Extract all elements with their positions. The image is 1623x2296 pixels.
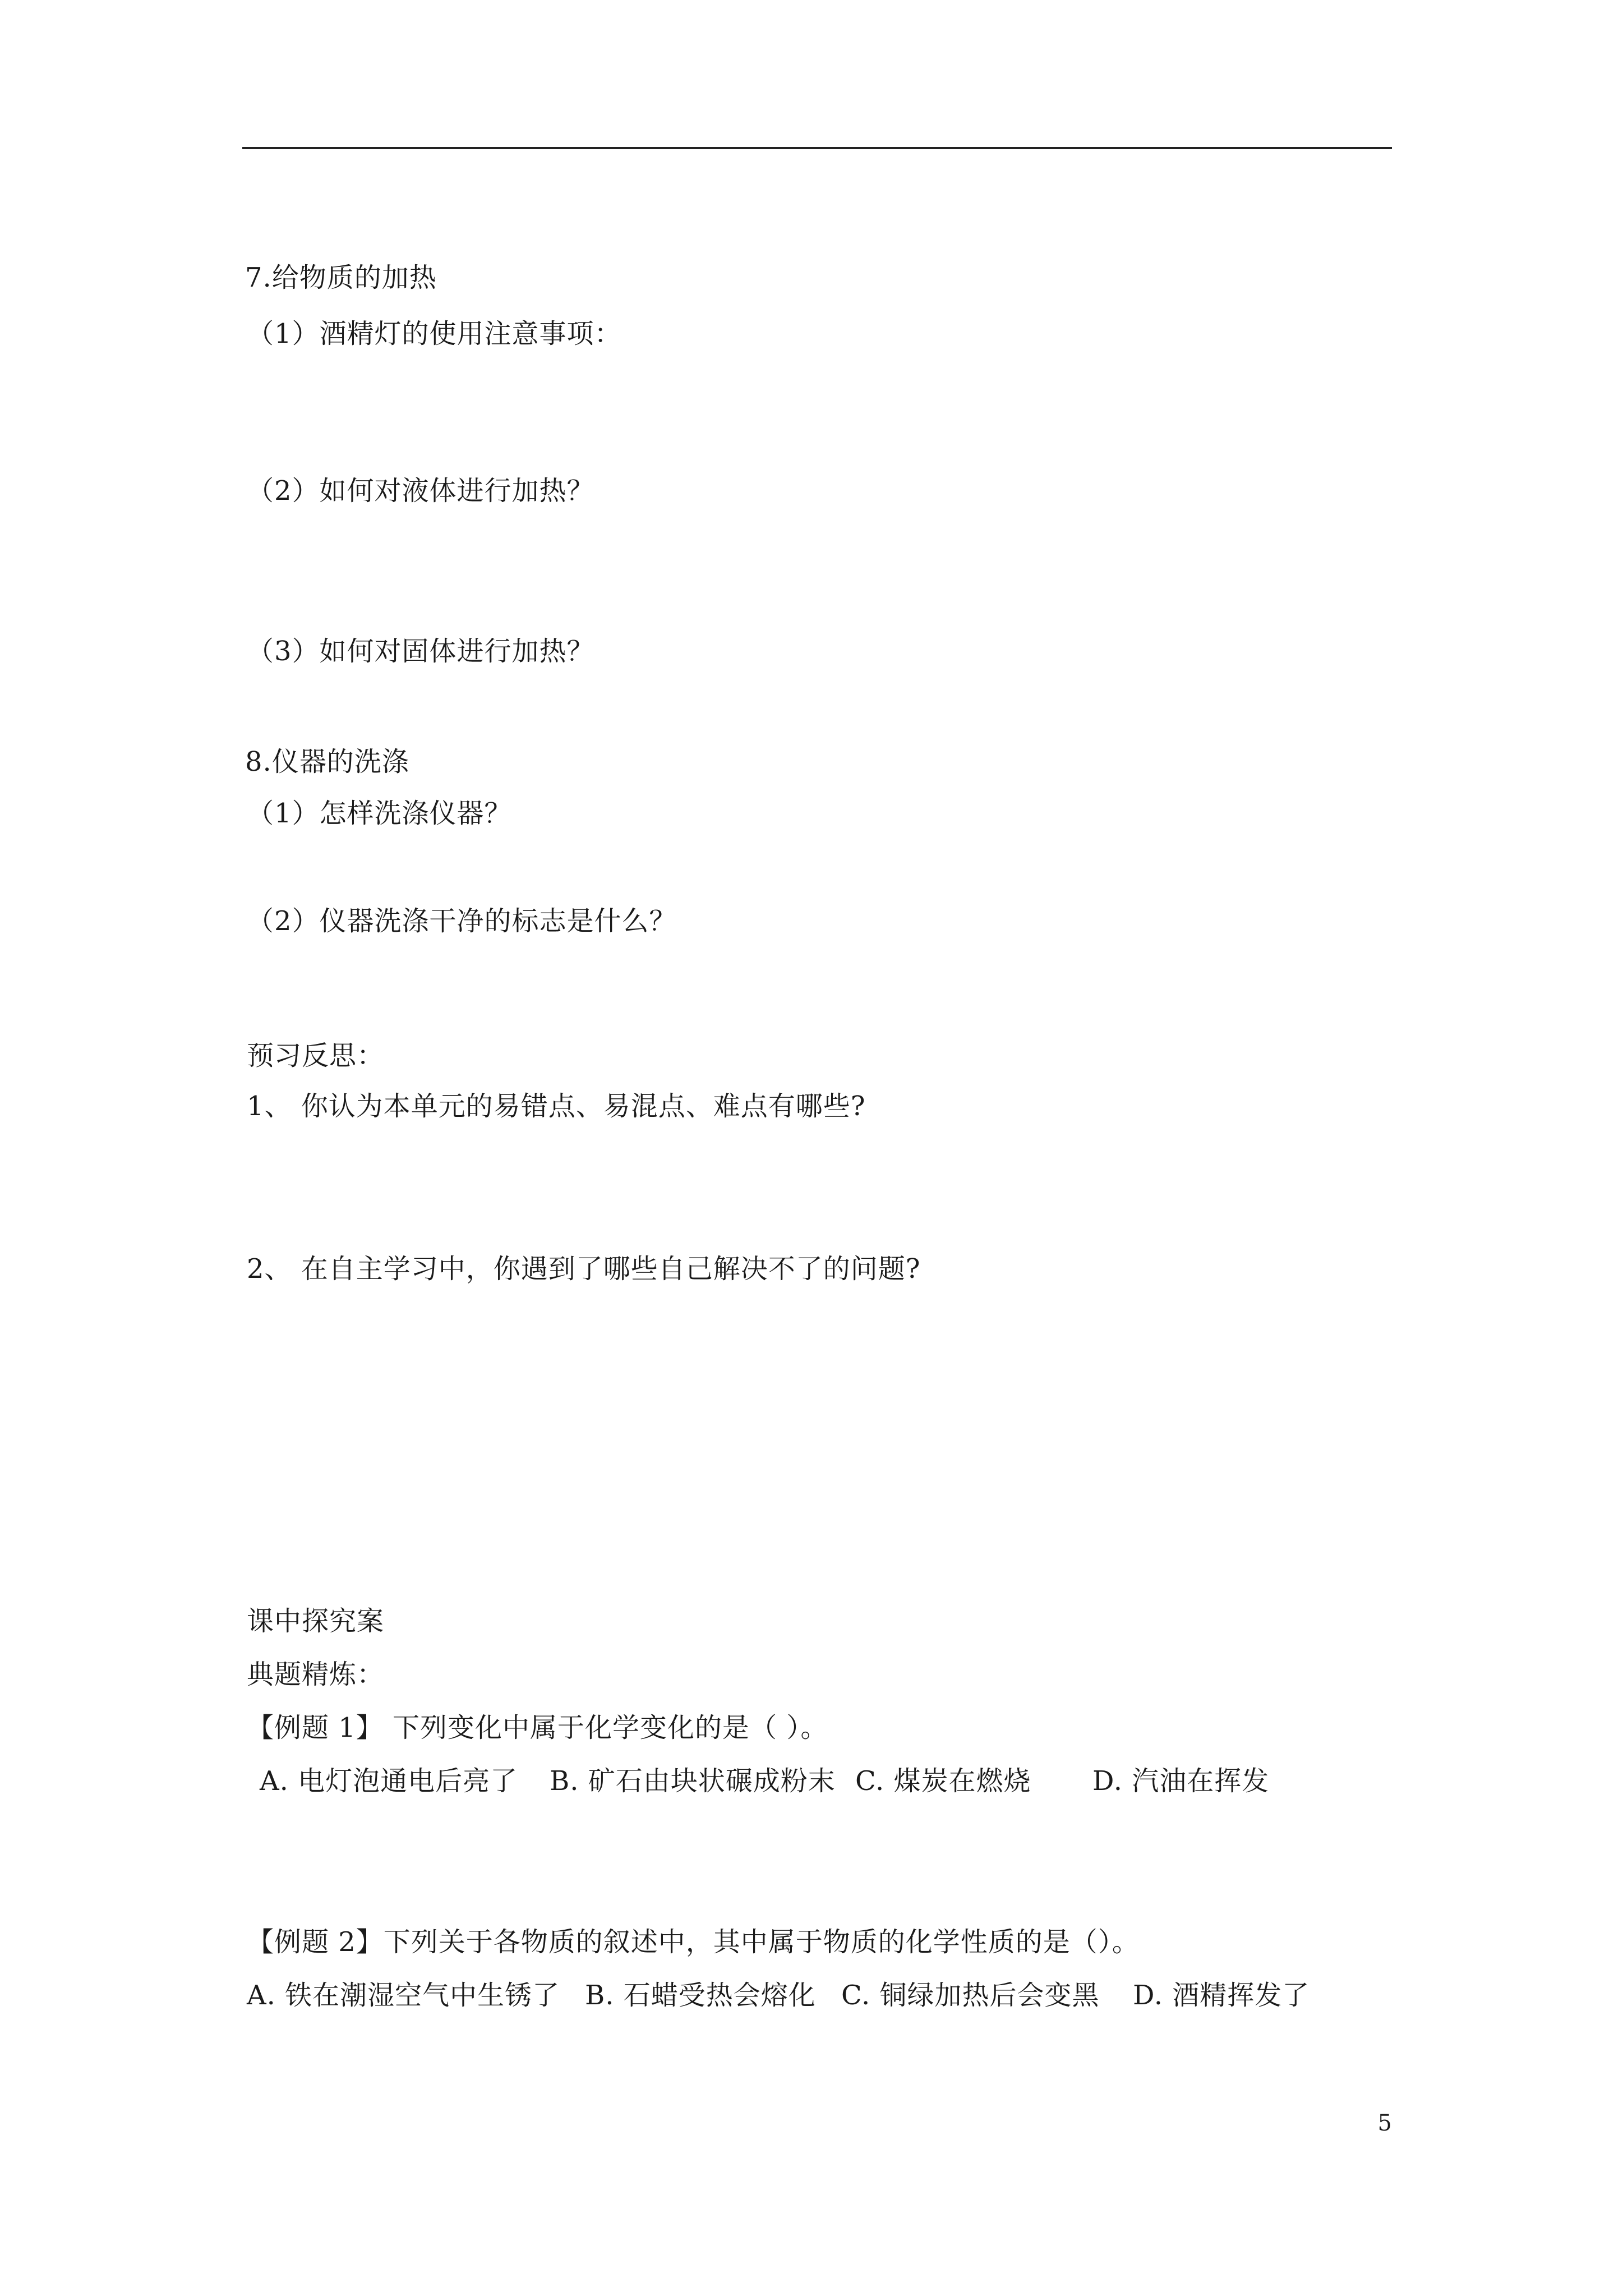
section-8-title: 8.仪器的洗涤 — [245, 746, 409, 777]
example-2-stem: 【例题 2】下列关于各物质的叙述中，其中属于物质的化学性质的是（）。 — [247, 1926, 1140, 1958]
section-8-question-2: （2）仪器洗涤干净的标志是什么？ — [247, 905, 677, 937]
section-7-question-3: （3）如何对固体进行加热？ — [247, 636, 594, 667]
section-8-question-1: （1）怎样洗涤仪器？ — [247, 798, 512, 829]
section-7-title: 7.给物质的加热 — [245, 262, 437, 293]
section-7-question-1: （1）酒精灯的使用注意事项： — [247, 318, 622, 349]
example-1-option-c: C. 煤炭在燃烧 — [855, 1765, 1031, 1797]
example-2-option-b: B. 石蜡受热会熔化 — [585, 1980, 816, 2011]
page-number: 5 — [1377, 2110, 1392, 2136]
example-2-option-c: C. 铜绿加热后会变黑 — [841, 1980, 1100, 2011]
section-7-question-2: （2）如何对液体进行加热？ — [247, 475, 594, 507]
class-section-title: 课中探究案 — [247, 1605, 385, 1637]
example-2-option-a: A. 铁在潮湿空气中生锈了 — [247, 1980, 560, 2011]
example-1-option-a: A. 电灯泡通电后亮了 — [260, 1765, 518, 1797]
example-1-option-d: D. 汽油在挥发 — [1092, 1765, 1270, 1797]
example-2-option-d: D. 酒精挥发了 — [1133, 1980, 1310, 2011]
class-section-subtitle: 典题精炼： — [247, 1659, 385, 1690]
example-1-option-b: B. 矿石由块状碾成粉末 — [550, 1765, 836, 1797]
reflection-item-1: 1、 你认为本单元的易错点、易混点、难点有哪些? — [247, 1091, 866, 1122]
reflection-title: 预习反思： — [247, 1040, 385, 1071]
reflection-item-2: 2、 在自主学习中，你遇到了哪些自己解决不了的问题? — [247, 1253, 921, 1285]
example-1-stem: 【例题 1】 下列变化中属于化学变化的是（ ）。 — [247, 1712, 828, 1743]
header-rule — [242, 147, 1392, 149]
